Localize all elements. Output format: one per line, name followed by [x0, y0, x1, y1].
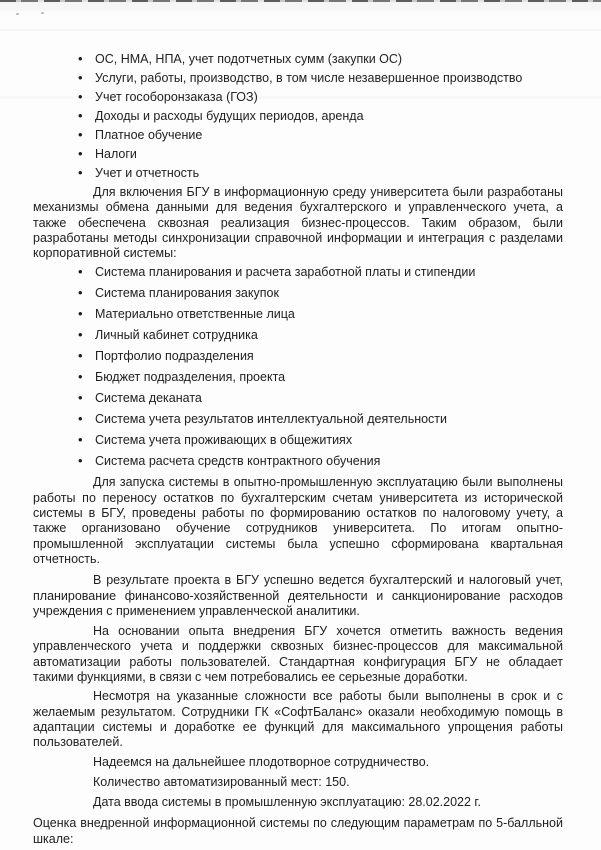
accounting-modules-list — [33, 52, 563, 181]
bullet-icon: • — [78, 165, 83, 180]
list-item — [33, 307, 563, 322]
document-body — [33, 52, 563, 847]
list-item — [33, 166, 563, 181]
bullet-icon: • — [78, 285, 83, 301]
launch-date-paragraph: Дата ввода системы в промышленную эксплуатацию: 28.02.2022 г. — [93, 795, 481, 810]
bullet-icon: • — [78, 146, 83, 161]
list-item-label: Платное обучение — [95, 128, 203, 142]
list-item-label: Личный кабинет сотрудника — [95, 328, 258, 343]
list-item-label: Услуги, работы, производство, в том числе незавершенное производство — [95, 71, 523, 85]
list-item — [33, 265, 563, 280]
list-item — [33, 147, 563, 162]
list-item-label: Система расчета средств контрактного обучения — [95, 454, 381, 469]
corporate-systems-list — [33, 265, 563, 469]
bullet-icon: • — [78, 264, 83, 280]
scan-speck — [41, 12, 44, 14]
list-item-label: Портфолио подразделения — [95, 349, 254, 364]
list-item — [33, 286, 563, 301]
scan-edge-artifact — [0, 0, 601, 2]
list-item — [33, 454, 563, 469]
list-item-label: Система планирования закупок — [95, 286, 279, 301]
list-item-label: Система деканата — [95, 391, 202, 406]
bullet-icon: • — [78, 432, 83, 448]
bullet-icon: • — [78, 89, 83, 104]
list-item — [33, 412, 563, 427]
list-item-label: Система учета результатов интеллектуальной деятельности — [95, 412, 448, 427]
list-item-label: Налоги — [95, 147, 137, 161]
workplaces-count-paragraph: Количество автоматизированный мест: 150. — [93, 774, 350, 789]
bullet-icon: • — [78, 108, 83, 123]
list-item — [33, 349, 563, 364]
bullet-icon: • — [78, 327, 83, 343]
integration-intro-paragraph: Для включения БГУ в информационную среду университета были разработаны механизмы обмена данными для ведения бухгалтерского и управленческого учета, а также обеспечена сквозная реализация бизнес-процессов. Таким образом, были разработаны методы синхронизации справочной информации и интеграция с разделами корпоративной системы: — [33, 185, 563, 261]
result-paragraph: В результате проекта в БГУ успешно ведется бухгалтерский и налоговый учет, планирование финансово-хозяйственной деятельности и санкционирование расходов учреждения с применением управленческой аналитики. — [33, 573, 563, 618]
list-item — [33, 391, 563, 406]
conclusion-paragraph: Несмотря на указанные сложности все работы были выполнены в срок и с желаемым результатом. Сотрудники ГК «СофтБаланс» оказали необходимую помощь в адаптации системы и доработке ее функций для максимального упрощения работы пользователей. — [33, 689, 563, 750]
list-item-label: ОС, НМА, НПА, учет подотчетных сумм (закупки ОС) — [95, 52, 403, 66]
bullet-icon: • — [78, 51, 83, 66]
list-item — [33, 52, 563, 67]
list-item-label: Учет и отчетность — [95, 166, 200, 180]
bullet-icon: • — [78, 70, 83, 85]
list-item-label: Бюджет подразделения, проекта — [95, 370, 286, 385]
list-item — [33, 433, 563, 448]
rating-intro-paragraph: Оценка внедренной информационной системы по следующим параметрам по 5-балльной шкале: — [33, 816, 563, 846]
bullet-icon: • — [78, 411, 83, 427]
experience-paragraph: На основании опыта внедрения БГУ хочется отметить важность ведения управленческого учета и поддержки сквозных бизнес-процессов для максимальной автоматизации работы пользователей. Стандартная конфигурация БГУ не обладает такими функциями, в связи с чем потребовались ее серьезные доработки. — [33, 624, 563, 685]
bullet-icon: • — [78, 127, 83, 142]
bullet-icon: • — [78, 306, 83, 322]
list-item-label: Доходы и расходы будущих периодов, аренда — [95, 109, 364, 123]
list-item-label: Материально ответственные лица — [95, 307, 295, 322]
launch-paragraph: Для запуска системы в опытно-промышленную эксплуатацию были выполнены работы по переносу остатков по бухгалтерским счетам университета из исторической системы в БГУ, проведены работы по формированию остатков по налоговому учету, а также организовано обучение сотрудников университета. По итогам опытно-промышленной эксплуатации системы была успешно сформирована квартальная отчетность. — [33, 475, 563, 566]
scan-speck — [16, 13, 19, 15]
list-item — [33, 71, 563, 86]
list-item — [33, 109, 563, 124]
bullet-icon: • — [78, 453, 83, 469]
list-item-label: Учет гособоронзаказа (ГОЗ) — [95, 90, 258, 104]
list-item-label: Система планирования и расчета заработной платы и стипендии — [95, 265, 476, 280]
list-item — [33, 128, 563, 143]
bullet-icon: • — [78, 369, 83, 385]
list-item — [33, 90, 563, 105]
cooperation-paragraph: Надеемся на дальнейшее плодотворное сотрудничество. — [93, 754, 430, 769]
list-item — [33, 370, 563, 385]
bullet-icon: • — [78, 390, 83, 406]
bullet-icon: • — [78, 348, 83, 364]
list-item — [33, 328, 563, 343]
list-item-label: Система учета проживающих в общежитиях — [95, 433, 353, 448]
